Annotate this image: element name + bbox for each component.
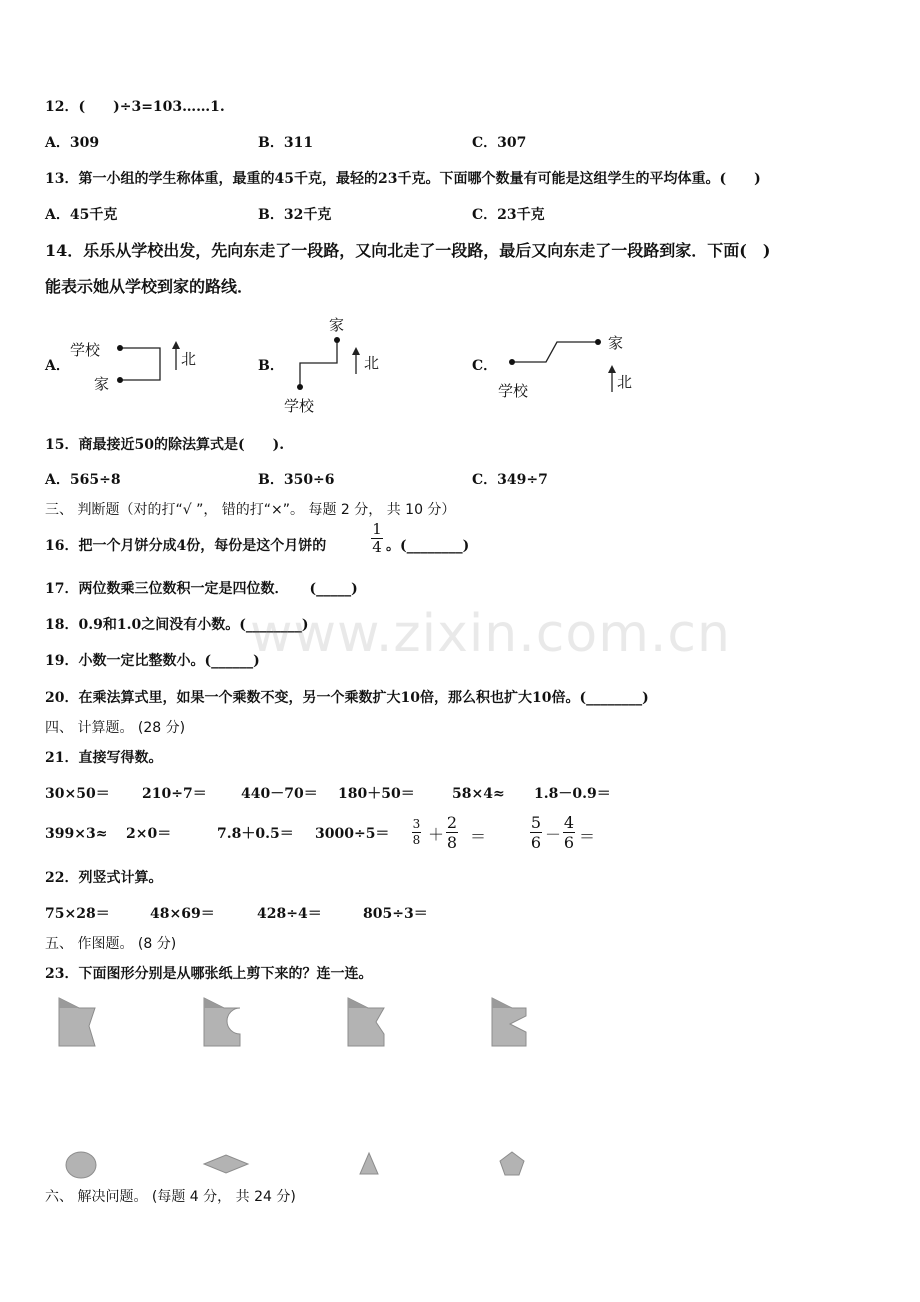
circle-shape[interactable]: [64, 1150, 100, 1182]
triangle-shape[interactable]: [357, 1150, 381, 1178]
q18: 18．0.9和1.0之间没有小数。(________): [45, 617, 309, 633]
frac2-a-numerator: 5: [530, 813, 542, 832]
q16-answer-blank[interactable]: 。(________): [386, 538, 470, 554]
q13-option-b[interactable]: B．32千克: [258, 207, 332, 223]
q16-fraction-numerator: 1: [372, 520, 382, 538]
q14-option-c-label[interactable]: C．: [472, 358, 498, 374]
q22-item-3: 428÷4＝: [257, 906, 322, 922]
watermark: www.zixin.com.cn: [250, 604, 731, 664]
q12-option-c[interactable]: C．307: [472, 135, 527, 151]
q21-calc-9: 7.8＋0.5＝: [217, 826, 294, 842]
q12-option-a[interactable]: A．309: [45, 135, 100, 151]
section-5-heading: 五、 作图题。 (8 分): [45, 936, 177, 952]
q21-frac1-b: [446, 813, 458, 852]
q12-option-b[interactable]: B．311: [258, 135, 314, 151]
q22-item-2: 48×69＝: [150, 906, 215, 922]
q21-calc-5: 58×4≈: [452, 786, 505, 802]
q23-stem: 23．下面图形分别是从哪张纸上剪下来的？连一连。: [45, 966, 373, 982]
frac1-b-denominator: 8: [446, 833, 458, 852]
route-diagram-b: [280, 330, 400, 400]
rhombus-shape[interactable]: [202, 1152, 250, 1176]
q21-frac1-a: [412, 817, 421, 848]
section-4-heading: 四、 计算题。 (28 分): [45, 720, 186, 736]
frac2-a-denominator: 6: [530, 833, 542, 852]
q19: 19．小数一定比整数小。(______): [45, 653, 260, 669]
q21-calc-3: 440－70＝: [241, 786, 318, 802]
route-b-home-label: 家: [329, 316, 345, 334]
q22-item-1: 75×28＝: [45, 906, 110, 922]
q15-option-c[interactable]: C．349÷7: [472, 472, 548, 488]
q21-calc-2: 210÷7＝: [142, 786, 207, 802]
q22-title: 22．列竖式计算。: [45, 870, 163, 886]
frac1-equals: ＝: [470, 827, 487, 846]
frac1-operator: ＋: [428, 825, 445, 844]
q16-text-before: 16．把一个月饼分成4份，每份是这个月饼的: [45, 538, 327, 554]
q22-item-4: 805÷3＝: [363, 906, 428, 922]
q21-frac2-b: [563, 813, 575, 852]
q15-option-a[interactable]: A．565÷8: [45, 472, 121, 488]
pentagon-shape[interactable]: [497, 1150, 527, 1178]
q17: 17．两位数乘三位数积一定是四位数． (_____): [45, 581, 358, 597]
q21-calc-7: 399×3≈: [45, 826, 108, 842]
q21-calc-6: 1.8－0.9＝: [534, 786, 611, 802]
folded-paper-3[interactable]: [344, 996, 389, 1050]
route-c-home-label: 家: [608, 334, 624, 352]
q21-title: 21．直接写得数。: [45, 750, 163, 766]
q14-option-a-label[interactable]: A．: [45, 358, 70, 374]
q15-option-b[interactable]: B．350÷6: [258, 472, 335, 488]
route-b-north-label: 北: [364, 354, 380, 372]
frac2-b-numerator: 4: [563, 813, 575, 832]
frac1-a-denominator: 8: [412, 833, 421, 847]
route-a-home-label: 家: [94, 375, 110, 393]
route-a-school-label: 学校: [70, 341, 101, 359]
q14-stem-line1: 14．乐乐从学校出发，先向东走了一段路，又向北走了一段路，最后又向东走了一段路到家．下面( ): [45, 241, 771, 260]
frac2-operator: －: [545, 825, 562, 844]
route-c-north-label: 北: [617, 373, 633, 391]
folded-paper-2[interactable]: [200, 996, 245, 1050]
q21-calc-4: 180＋50＝: [338, 786, 415, 802]
q20: 20．在乘法算式里，如果一个乘数不变，另一个乘数扩大10倍，那么积也扩大10倍。(________): [45, 690, 649, 706]
route-b-school-label: 学校: [284, 397, 315, 415]
frac1-b-numerator: 2: [446, 813, 458, 832]
q13-option-a[interactable]: A．45千克: [45, 207, 118, 223]
q21-calc-8: 2×0＝: [126, 826, 172, 842]
route-c-school-label: 学校: [498, 382, 529, 400]
q12-stem: 12．( )÷3=103……1.: [45, 99, 225, 115]
folded-paper-4[interactable]: [488, 996, 533, 1050]
q14-option-b-label[interactable]: B．: [258, 358, 284, 374]
frac2-equals: ＝: [579, 827, 596, 846]
section-3-heading: 三、 判断题（对的打“√ ”， 错的打“×”。 每题 2 分， 共 10 分）: [45, 502, 456, 518]
frac1-a-numerator: 3: [412, 817, 421, 831]
q16-fraction: [371, 521, 383, 556]
q14-stem-line2: 能表示她从学校到家的路线．: [45, 277, 254, 296]
q13-stem: 13．第一小组的学生称体重，最重的45千克，最轻的23千克。下面哪个数量有可能是这组学生的平均体重。( ): [45, 171, 761, 187]
q21-frac2-a: [530, 813, 542, 852]
q16-fraction-denominator: 4: [372, 538, 382, 556]
q15-stem: 15．商最接近50的除法算式是( ).: [45, 437, 285, 453]
section-6-heading: 六、 解决问题。 (每题 4 分， 共 24 分): [45, 1189, 296, 1205]
folded-paper-1[interactable]: [55, 996, 100, 1050]
q21-calc-1: 30×50＝: [45, 786, 110, 802]
q21-calc-10: 3000÷5＝: [315, 826, 390, 842]
frac2-b-denominator: 6: [563, 833, 575, 852]
route-a-north-label: 北: [181, 350, 197, 368]
q13-option-c[interactable]: C．23千克: [472, 207, 545, 223]
